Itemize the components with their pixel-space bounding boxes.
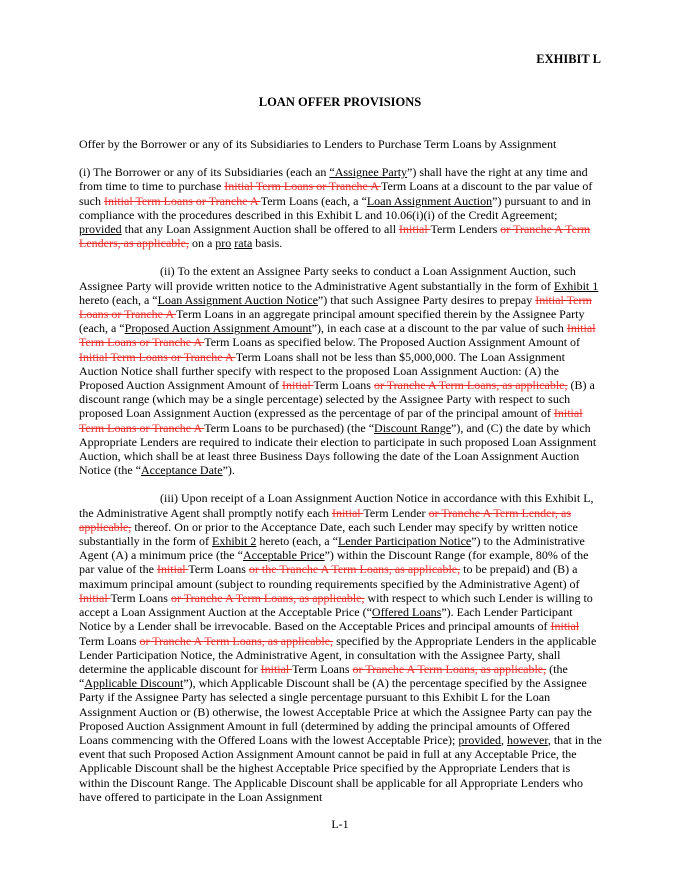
deleted-text: or Tranche A Term Loans, as applicable, [139, 633, 334, 648]
deleted-text: Initial [282, 378, 314, 393]
text-run: (the “ [79, 661, 568, 691]
deleted-text: Initial Term Loans or Tranche A [224, 179, 381, 194]
text-run: ”), which Applicable Discount shall be (A) the percentage specified by the Assignee Party if the Assignee Party has selected a single percentage pursuant to this Exhibit L for the Loan Assignment Auction or (B) otherwise, the lowest Acceptable Price at which the Assignee Party can pay the Proposed Auction Assignment Amount in full (determined by adding the principal amounts of Offered Loans commencing with the Offered Loans with the lowest Acceptable Price); [79, 676, 592, 747]
page-number: L-1 [331, 817, 349, 831]
text-run: that any Loan Assignment Auction shall be offered to all [121, 222, 400, 237]
deleted-text: Initial [399, 222, 431, 237]
defined-term: Loan Assignment Auction Notice [157, 292, 318, 307]
deleted-text: Initial Term Loans or Tranche A [79, 292, 592, 322]
text-run: Term Loans [292, 661, 353, 676]
text-run: Term Loans at a discount to the par value of such [79, 179, 593, 208]
defined-term: provided [79, 222, 122, 237]
defined-term: Acceptance Date [140, 463, 223, 478]
text-run: , [501, 732, 507, 747]
text-run: Term Loans [313, 378, 374, 393]
paragraph-2 [79, 264, 602, 477]
text-run: on a [188, 236, 216, 251]
text-run: ”) to the Administrative Agent (A) a minimum price (the “ [79, 534, 585, 563]
text-run: (ii) To the extent an Assignee Party seeks to conduct a Loan Assignment Auction, such Assignee Party will provide written notice to the Administrative Agent substantially in the form of [79, 264, 576, 293]
deleted-text: or Tranche A Term Loans, as applicable, [352, 661, 547, 676]
text-run: Term Loans [110, 590, 171, 605]
text-run: (i) The Borrower or any of its Subsidiaries (each an [79, 165, 330, 180]
text-run: Term Lenders [430, 222, 501, 237]
text-run: Term Loans shall not be less than $5,000,000. The Loan Assignment Auction Notice shall further specify with respect to the proposed Loan Assignment Auction: (A) the Proposed Auction Assignment Amount of [79, 349, 565, 393]
defined-term: Discount Range [374, 420, 452, 435]
defined-term: Exhibit 1 [553, 278, 599, 293]
text-run: Term Loans [188, 562, 249, 577]
text-run: ”), in each case at a discount to the par value of such [311, 321, 567, 336]
deleted-text: or the Tranche A Term Loans, as applicable, [248, 562, 461, 577]
deleted-text: Initial Term Loans or Tranche A [79, 321, 596, 350]
paragraph-3 [79, 491, 602, 803]
deleted-text: or Tranche A Term Loans, as applicable, [170, 590, 365, 605]
defined-term: “Assignee Party [329, 165, 408, 180]
text-run: ”), and (C) the date by which Appropriate Lenders are required to indicate their election to participate in such proposed Loan Assignment Auction, which shall be at least three Business Days following the date of the Loan Assignment Auction Notice (the “ [79, 420, 597, 478]
deleted-text: Initial Term Loans or Tranche A [79, 349, 236, 364]
defined-term: Lender Participation Notice [337, 534, 472, 549]
text-run: with respect to which such Lender is willing to accept a Loan Assignment Auction at the Acceptable Price (“ [79, 590, 593, 620]
text-run: , that in the event that such Proposed Action Assignment Amount cannot be paid in full at any Acceptable Price, the Applicable Discount shall be the highest Acceptable Price specified by the Appropriate Lenders that is within the Discount Range. The Applicable Discount shall be applicable for all Appropriate Lenders who have offered to participate in the Loan Assignment [79, 732, 602, 804]
text-run: Term Lender [363, 505, 429, 520]
deleted-text: Initial [79, 590, 111, 605]
text-run: ”) that such Assignee Party desires to prepay [317, 292, 536, 307]
intro-heading: Offer by the Borrower or any of its Subsidiaries to Lenders to Purchase Term Loans by Assignment [79, 137, 557, 151]
text-run: ”). Each Lender Participant Notice by a Lender shall be irrevocable. Based on the Acceptable Prices and principal amounts of [79, 605, 573, 634]
text-run: specified by the Appropriate Lenders in the applicable Lender Participation Notice, the Administrative Agent, in consultation with the Assignee Party, shall determine the applicable discount for [79, 633, 597, 676]
defined-term: Offered Loans [371, 605, 442, 620]
defined-term: provided [458, 732, 501, 747]
deleted-text: or Tranche A Term Loans, as applicable, [373, 378, 568, 393]
text-run: hereto (each, a “ [256, 534, 338, 549]
defined-term: however [507, 732, 548, 747]
defined-term: Exhibit 2 [211, 534, 257, 549]
deleted-text: or Tranche A Term Lenders, as applicable, [79, 222, 591, 251]
deleted-text: Initial [331, 505, 364, 520]
text-run: to be prepaid) and (B) a maximum principal amount (subject to rounding requirements specified by the Administrative Agent) of [79, 562, 580, 591]
page-title: LOAN OFFER PROVISIONS [258, 95, 422, 109]
deleted-text: Initial Term Loans or Tranche A [79, 406, 583, 435]
text-run: ”) pursuant to and in compliance with the procedures described in this Exhibit L and 10.06(i)(i) of the Credit Agreement; [79, 193, 591, 222]
paragraph-list [79, 165, 602, 804]
deleted-text: Initial [260, 661, 293, 676]
paragraph-1 [79, 165, 602, 250]
text-run: Term Loans (each, a “ [260, 193, 367, 208]
text-run: Term Loans to be purchased) (the “ [204, 420, 375, 435]
defined-term: Proposed Auction Assignment Amount [124, 321, 312, 336]
deleted-text: Initial Term Loans or Tranche A [104, 193, 261, 208]
defined-term: Loan Assignment Auction [366, 193, 493, 208]
text-run: (B) a discount range (which may be a single percentage) selected by the Assignee Party with respect to such proposed Loan Assignment Auction (expressed as the percentage of par of the principal amount of [79, 378, 595, 421]
text-run: ”) within the Discount Range (for example, 80% of the par value of the [79, 548, 589, 577]
exhibit-label: EXHIBIT L [536, 52, 601, 66]
document-body [79, 137, 602, 818]
deleted-text: or Tranche A Term Lender, as applicable, [79, 505, 571, 534]
text-run: Term Loans [79, 633, 140, 648]
defined-term: Applicable Discount [84, 676, 184, 691]
defined-term: rata [234, 236, 253, 251]
deleted-text: Initial [156, 562, 189, 577]
text-run: Term Loans in an aggregate principal amount specified therein by the Assignee Party (each, a “ [79, 307, 585, 336]
text-run: thereof. On or prior to the Acceptance Date, each such Lender may specify by written notice substantially in the form of [79, 519, 578, 549]
deleted-text: Initial [550, 619, 580, 634]
text-run: basis. [252, 236, 283, 251]
text-run: ”). [222, 463, 235, 478]
defined-term: Acceptable Price [242, 548, 325, 563]
text-run: hereto (each, a “ [79, 292, 158, 307]
text-run: Term Loans as specified below. The Proposed Auction Assignment Amount of [204, 335, 581, 350]
text-run: (iii) Upon receipt of a Loan Assignment Auction Notice in accordance with this Exhibit L, the Administrative Agent shall promptly notify each [79, 491, 594, 520]
defined-term: pro [215, 236, 232, 251]
text-run: ”) shall have the right at any time and from time to time to purchase [79, 165, 588, 194]
